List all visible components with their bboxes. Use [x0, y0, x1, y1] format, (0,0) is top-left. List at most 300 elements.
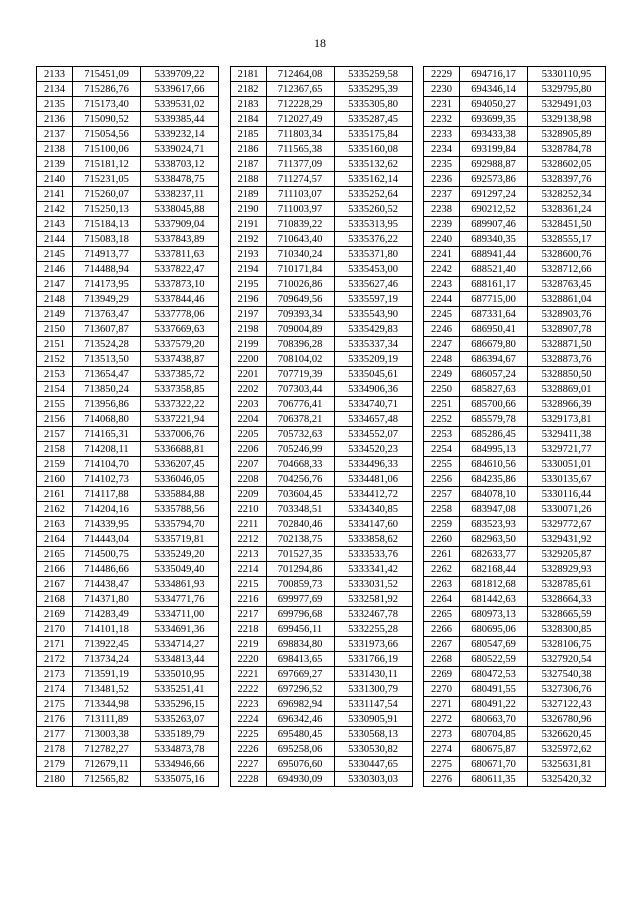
- point-number-cell: 2274: [424, 742, 460, 757]
- y-coordinate-cell: 5335287,45: [334, 112, 412, 127]
- y-coordinate-cell: 5335788,56: [141, 502, 219, 517]
- table-row: [37, 502, 219, 517]
- table-row: [37, 442, 219, 457]
- point-number-cell: 2227: [230, 757, 266, 772]
- y-coordinate-cell: 5330110,95: [528, 67, 606, 82]
- table-row: [424, 67, 606, 82]
- table-row: [230, 442, 412, 457]
- point-number-cell: 2195: [230, 277, 266, 292]
- point-number-cell: 2233: [424, 127, 460, 142]
- table-row: [37, 757, 219, 772]
- table-row: [230, 172, 412, 187]
- x-coordinate-cell: 680611,35: [460, 772, 528, 787]
- y-coordinate-cell: 5337669,63: [141, 322, 219, 337]
- x-coordinate-cell: 707719,39: [266, 367, 334, 382]
- table-row: [424, 457, 606, 472]
- y-coordinate-cell: 5336688,81: [141, 442, 219, 457]
- table-row: [424, 427, 606, 442]
- point-number-cell: 2218: [230, 622, 266, 637]
- table-row: [37, 397, 219, 412]
- point-number-cell: 2179: [37, 757, 73, 772]
- point-number-cell: 2240: [424, 232, 460, 247]
- y-coordinate-cell: 5332581,92: [334, 592, 412, 607]
- point-number-cell: 2157: [37, 427, 73, 442]
- y-coordinate-cell: 5335075,16: [141, 772, 219, 787]
- y-coordinate-cell: 5335376,22: [334, 232, 412, 247]
- y-coordinate-cell: 5328873,76: [528, 352, 606, 367]
- point-number-cell: 2265: [424, 607, 460, 622]
- point-number-cell: 2185: [230, 127, 266, 142]
- x-coordinate-cell: 686679,80: [460, 337, 528, 352]
- table-row: [230, 367, 412, 382]
- x-coordinate-cell: 689907,46: [460, 217, 528, 232]
- table-row: [230, 592, 412, 607]
- point-number-cell: 2177: [37, 727, 73, 742]
- x-coordinate-cell: 713111,89: [73, 712, 141, 727]
- point-number-cell: 2140: [37, 172, 73, 187]
- table-row: [37, 652, 219, 667]
- table-row: [424, 97, 606, 112]
- table-row: [37, 247, 219, 262]
- y-coordinate-cell: 5339617,66: [141, 82, 219, 97]
- x-coordinate-cell: 680695,06: [460, 622, 528, 637]
- point-number-cell: 2173: [37, 667, 73, 682]
- point-number-cell: 2252: [424, 412, 460, 427]
- y-coordinate-cell: 5334496,33: [334, 457, 412, 472]
- y-coordinate-cell: 5331973,66: [334, 637, 412, 652]
- x-coordinate-cell: 703348,51: [266, 502, 334, 517]
- table-row: [230, 607, 412, 622]
- point-number-cell: 2201: [230, 367, 266, 382]
- table-row: [230, 712, 412, 727]
- table-row: [424, 637, 606, 652]
- x-coordinate-cell: 714913,77: [73, 247, 141, 262]
- point-number-cell: 2171: [37, 637, 73, 652]
- x-coordinate-cell: 710839,22: [266, 217, 334, 232]
- point-number-cell: 2215: [230, 577, 266, 592]
- y-coordinate-cell: 5328907,78: [528, 322, 606, 337]
- x-coordinate-cell: 692988,87: [460, 157, 528, 172]
- point-number-cell: 2237: [424, 187, 460, 202]
- y-coordinate-cell: 5328397,76: [528, 172, 606, 187]
- x-coordinate-cell: 693433,38: [460, 127, 528, 142]
- table-row: [230, 292, 412, 307]
- table-row: [230, 472, 412, 487]
- table-row: [424, 667, 606, 682]
- point-number-cell: 2232: [424, 112, 460, 127]
- x-coordinate-cell: 713344,98: [73, 697, 141, 712]
- point-number-cell: 2152: [37, 352, 73, 367]
- point-number-cell: 2273: [424, 727, 460, 742]
- x-coordinate-cell: 712228,29: [266, 97, 334, 112]
- table-row: [37, 322, 219, 337]
- x-coordinate-cell: 709004,89: [266, 322, 334, 337]
- x-coordinate-cell: 680547,69: [460, 637, 528, 652]
- point-number-cell: 2161: [37, 487, 73, 502]
- x-coordinate-cell: 697669,27: [266, 667, 334, 682]
- x-coordinate-cell: 713524,28: [73, 337, 141, 352]
- x-coordinate-cell: 684995,13: [460, 442, 528, 457]
- table-row: [230, 652, 412, 667]
- point-number-cell: 2142: [37, 202, 73, 217]
- table-row: [424, 622, 606, 637]
- table-row: [230, 82, 412, 97]
- x-coordinate-cell: 687331,64: [460, 307, 528, 322]
- x-coordinate-cell: 706378,21: [266, 412, 334, 427]
- x-coordinate-cell: 682168,44: [460, 562, 528, 577]
- table-row: [37, 187, 219, 202]
- x-coordinate-cell: 680704,85: [460, 727, 528, 742]
- y-coordinate-cell: 5335162,14: [334, 172, 412, 187]
- y-coordinate-cell: 5337579,20: [141, 337, 219, 352]
- table-row: [230, 337, 412, 352]
- x-coordinate-cell: 711565,38: [266, 142, 334, 157]
- x-coordinate-cell: 715054,56: [73, 127, 141, 142]
- y-coordinate-cell: 5337811,63: [141, 247, 219, 262]
- x-coordinate-cell: 715083,18: [73, 232, 141, 247]
- y-coordinate-cell: 5329411,38: [528, 427, 606, 442]
- point-number-cell: 2134: [37, 82, 73, 97]
- y-coordinate-cell: 5336046,05: [141, 472, 219, 487]
- table-row: [37, 367, 219, 382]
- table-row: [37, 742, 219, 757]
- point-number-cell: 2141: [37, 187, 73, 202]
- y-coordinate-cell: 5337778,06: [141, 307, 219, 322]
- y-coordinate-cell: 5337006,76: [141, 427, 219, 442]
- table-row: [37, 127, 219, 142]
- y-coordinate-cell: 5335313,95: [334, 217, 412, 232]
- point-number-cell: 2189: [230, 187, 266, 202]
- x-coordinate-cell: 680663,70: [460, 712, 528, 727]
- table-row: [424, 352, 606, 367]
- point-number-cell: 2241: [424, 247, 460, 262]
- y-coordinate-cell: 5329138,98: [528, 112, 606, 127]
- point-number-cell: 2234: [424, 142, 460, 157]
- y-coordinate-cell: 5335453,00: [334, 262, 412, 277]
- y-coordinate-cell: 5335260,52: [334, 202, 412, 217]
- y-coordinate-cell: 5334771,76: [141, 592, 219, 607]
- table-row: [37, 697, 219, 712]
- y-coordinate-cell: 5330135,67: [528, 472, 606, 487]
- y-coordinate-cell: 5337221,94: [141, 412, 219, 427]
- y-coordinate-cell: 5330051,01: [528, 457, 606, 472]
- x-coordinate-cell: 713949,29: [73, 292, 141, 307]
- point-number-cell: 2188: [230, 172, 266, 187]
- y-coordinate-cell: 5332467,78: [334, 607, 412, 622]
- y-coordinate-cell: 5333858,62: [334, 532, 412, 547]
- y-coordinate-cell: 5335010,95: [141, 667, 219, 682]
- y-coordinate-cell: 5335371,80: [334, 247, 412, 262]
- y-coordinate-cell: 5329721,77: [528, 442, 606, 457]
- table-row: [424, 577, 606, 592]
- y-coordinate-cell: 5339385,44: [141, 112, 219, 127]
- table-row: [424, 742, 606, 757]
- point-number-cell: 2181: [230, 67, 266, 82]
- table-row: [37, 157, 219, 172]
- point-number-cell: 2238: [424, 202, 460, 217]
- y-coordinate-cell: 5328555,17: [528, 232, 606, 247]
- y-coordinate-cell: 5327122,43: [528, 697, 606, 712]
- x-coordinate-cell: 709649,56: [266, 292, 334, 307]
- x-coordinate-cell: 712679,11: [73, 757, 141, 772]
- x-coordinate-cell: 715250,13: [73, 202, 141, 217]
- x-coordinate-cell: 714371,80: [73, 592, 141, 607]
- table-row: [230, 427, 412, 442]
- table-row: [37, 547, 219, 562]
- table-row: [230, 247, 412, 262]
- table-row: [424, 397, 606, 412]
- x-coordinate-cell: 683523,93: [460, 517, 528, 532]
- x-coordinate-cell: 699977,69: [266, 592, 334, 607]
- table-row: [424, 112, 606, 127]
- point-number-cell: 2254: [424, 442, 460, 457]
- x-coordinate-cell: 710340,24: [266, 247, 334, 262]
- point-number-cell: 2263: [424, 577, 460, 592]
- table-row: [424, 502, 606, 517]
- y-coordinate-cell: 5339232,14: [141, 127, 219, 142]
- point-number-cell: 2221: [230, 667, 266, 682]
- x-coordinate-cell: 694716,17: [460, 67, 528, 82]
- point-number-cell: 2260: [424, 532, 460, 547]
- table-row: [424, 172, 606, 187]
- table-row: [230, 517, 412, 532]
- y-coordinate-cell: 5338237,11: [141, 187, 219, 202]
- x-coordinate-cell: 715184,13: [73, 217, 141, 232]
- table-row: [37, 112, 219, 127]
- table-row: [230, 217, 412, 232]
- table-row: [230, 232, 412, 247]
- x-coordinate-cell: 698413,65: [266, 652, 334, 667]
- table-row: [37, 97, 219, 112]
- y-coordinate-cell: 5334552,07: [334, 427, 412, 442]
- table-row: [37, 232, 219, 247]
- point-number-cell: 2153: [37, 367, 73, 382]
- table-row: [424, 82, 606, 97]
- x-coordinate-cell: 686394,67: [460, 352, 528, 367]
- x-coordinate-cell: 710643,40: [266, 232, 334, 247]
- table-row: [230, 187, 412, 202]
- x-coordinate-cell: 701294,86: [266, 562, 334, 577]
- x-coordinate-cell: 714443,04: [73, 532, 141, 547]
- point-number-cell: 2168: [37, 592, 73, 607]
- x-coordinate-cell: 690212,52: [460, 202, 528, 217]
- x-coordinate-cell: 685286,45: [460, 427, 528, 442]
- x-coordinate-cell: 704256,76: [266, 472, 334, 487]
- x-coordinate-cell: 684235,86: [460, 472, 528, 487]
- point-number-cell: 2135: [37, 97, 73, 112]
- point-number-cell: 2269: [424, 667, 460, 682]
- x-coordinate-cell: 710171,84: [266, 262, 334, 277]
- x-coordinate-cell: 713763,47: [73, 307, 141, 322]
- y-coordinate-cell: 5335719,81: [141, 532, 219, 547]
- point-number-cell: 2206: [230, 442, 266, 457]
- x-coordinate-cell: 681442,63: [460, 592, 528, 607]
- y-coordinate-cell: 5328784,78: [528, 142, 606, 157]
- point-number-cell: 2248: [424, 352, 460, 367]
- y-coordinate-cell: 5336207,45: [141, 457, 219, 472]
- y-coordinate-cell: 5334714,27: [141, 637, 219, 652]
- coordinate-table-1: [36, 66, 219, 787]
- table-row: [37, 622, 219, 637]
- point-number-cell: 2146: [37, 262, 73, 277]
- point-number-cell: 2192: [230, 232, 266, 247]
- point-number-cell: 2250: [424, 382, 460, 397]
- table-row: [230, 382, 412, 397]
- x-coordinate-cell: 680472,53: [460, 667, 528, 682]
- point-number-cell: 2267: [424, 637, 460, 652]
- table-row: [424, 367, 606, 382]
- y-coordinate-cell: 5335175,84: [334, 127, 412, 142]
- x-coordinate-cell: 694050,27: [460, 97, 528, 112]
- table-row: [424, 772, 606, 787]
- table-row: [230, 697, 412, 712]
- x-coordinate-cell: 689340,35: [460, 232, 528, 247]
- x-coordinate-cell: 693699,35: [460, 112, 528, 127]
- y-coordinate-cell: 5328869,01: [528, 382, 606, 397]
- table-row: [230, 277, 412, 292]
- x-coordinate-cell: 706776,41: [266, 397, 334, 412]
- table-row: [230, 322, 412, 337]
- y-coordinate-cell: 5327540,38: [528, 667, 606, 682]
- point-number-cell: 2175: [37, 697, 73, 712]
- x-coordinate-cell: 696342,46: [266, 712, 334, 727]
- point-number-cell: 2270: [424, 682, 460, 697]
- table-row: [37, 382, 219, 397]
- x-coordinate-cell: 680491,55: [460, 682, 528, 697]
- point-number-cell: 2163: [37, 517, 73, 532]
- table-row: [424, 532, 606, 547]
- x-coordinate-cell: 708396,28: [266, 337, 334, 352]
- table-row: [230, 262, 412, 277]
- table-row: [37, 712, 219, 727]
- x-coordinate-cell: 697296,52: [266, 682, 334, 697]
- y-coordinate-cell: 5328850,50: [528, 367, 606, 382]
- x-coordinate-cell: 713956,86: [73, 397, 141, 412]
- x-coordinate-cell: 715090,52: [73, 112, 141, 127]
- x-coordinate-cell: 702840,46: [266, 517, 334, 532]
- x-coordinate-cell: 680675,87: [460, 742, 528, 757]
- point-number-cell: 2184: [230, 112, 266, 127]
- point-number-cell: 2211: [230, 517, 266, 532]
- point-number-cell: 2160: [37, 472, 73, 487]
- point-number-cell: 2264: [424, 592, 460, 607]
- coordinate-tables: [36, 66, 606, 787]
- x-coordinate-cell: 711003,97: [266, 202, 334, 217]
- x-coordinate-cell: 713850,24: [73, 382, 141, 397]
- point-number-cell: 2229: [424, 67, 460, 82]
- x-coordinate-cell: 712027,49: [266, 112, 334, 127]
- x-coordinate-cell: 680671,70: [460, 757, 528, 772]
- x-coordinate-cell: 711103,07: [266, 187, 334, 202]
- point-number-cell: 2262: [424, 562, 460, 577]
- y-coordinate-cell: 5329491,03: [528, 97, 606, 112]
- table-row: [37, 172, 219, 187]
- table-row: [37, 277, 219, 292]
- x-coordinate-cell: 694346,14: [460, 82, 528, 97]
- x-coordinate-cell: 685827,63: [460, 382, 528, 397]
- x-coordinate-cell: 685700,66: [460, 397, 528, 412]
- point-number-cell: 2225: [230, 727, 266, 742]
- y-coordinate-cell: 5337822,47: [141, 262, 219, 277]
- x-coordinate-cell: 712565,82: [73, 772, 141, 787]
- y-coordinate-cell: 5334711,00: [141, 607, 219, 622]
- table-row: [37, 352, 219, 367]
- table-row: [424, 187, 606, 202]
- x-coordinate-cell: 680491,22: [460, 697, 528, 712]
- point-number-cell: 2169: [37, 607, 73, 622]
- x-coordinate-cell: 714068,80: [73, 412, 141, 427]
- point-number-cell: 2224: [230, 712, 266, 727]
- table-row: [230, 757, 412, 772]
- point-number-cell: 2166: [37, 562, 73, 577]
- x-coordinate-cell: 713591,19: [73, 667, 141, 682]
- y-coordinate-cell: 5335429,83: [334, 322, 412, 337]
- y-coordinate-cell: 5328903,76: [528, 307, 606, 322]
- x-coordinate-cell: 705732,63: [266, 427, 334, 442]
- point-number-cell: 2176: [37, 712, 73, 727]
- x-coordinate-cell: 713734,24: [73, 652, 141, 667]
- point-number-cell: 2158: [37, 442, 73, 457]
- point-number-cell: 2133: [37, 67, 73, 82]
- point-number-cell: 2217: [230, 607, 266, 622]
- table-row: [230, 682, 412, 697]
- table-row: [37, 682, 219, 697]
- table-row: [424, 262, 606, 277]
- point-number-cell: 2186: [230, 142, 266, 157]
- point-number-cell: 2147: [37, 277, 73, 292]
- point-number-cell: 2199: [230, 337, 266, 352]
- y-coordinate-cell: 5334657,48: [334, 412, 412, 427]
- y-coordinate-cell: 5328602,05: [528, 157, 606, 172]
- point-number-cell: 2138: [37, 142, 73, 157]
- point-number-cell: 2272: [424, 712, 460, 727]
- y-coordinate-cell: 5335251,41: [141, 682, 219, 697]
- table-row: [424, 292, 606, 307]
- y-coordinate-cell: 5328106,75: [528, 637, 606, 652]
- point-number-cell: 2235: [424, 157, 460, 172]
- table-row: [37, 82, 219, 97]
- x-coordinate-cell: 713481,52: [73, 682, 141, 697]
- table-row: [424, 682, 606, 697]
- y-coordinate-cell: 5335543,90: [334, 307, 412, 322]
- x-coordinate-cell: 688521,40: [460, 262, 528, 277]
- x-coordinate-cell: 714117,88: [73, 487, 141, 502]
- table-row: [230, 622, 412, 637]
- point-number-cell: 2144: [37, 232, 73, 247]
- y-coordinate-cell: 5331766,19: [334, 652, 412, 667]
- coordinate-table-2: [230, 66, 413, 787]
- y-coordinate-cell: 5328905,89: [528, 127, 606, 142]
- x-coordinate-cell: 712782,27: [73, 742, 141, 757]
- y-coordinate-cell: 5328929,93: [528, 562, 606, 577]
- point-number-cell: 2236: [424, 172, 460, 187]
- table-row: [424, 712, 606, 727]
- point-number-cell: 2137: [37, 127, 73, 142]
- x-coordinate-cell: 683947,08: [460, 502, 528, 517]
- point-number-cell: 2216: [230, 592, 266, 607]
- y-coordinate-cell: 5338478,75: [141, 172, 219, 187]
- table-row: [230, 637, 412, 652]
- point-number-cell: 2257: [424, 487, 460, 502]
- point-number-cell: 2258: [424, 502, 460, 517]
- y-coordinate-cell: 5328712,66: [528, 262, 606, 277]
- y-coordinate-cell: 5331147,54: [334, 697, 412, 712]
- y-coordinate-cell: 5329173,81: [528, 412, 606, 427]
- x-coordinate-cell: 714173,95: [73, 277, 141, 292]
- y-coordinate-cell: 5337909,04: [141, 217, 219, 232]
- x-coordinate-cell: 695076,60: [266, 757, 334, 772]
- y-coordinate-cell: 5337843,89: [141, 232, 219, 247]
